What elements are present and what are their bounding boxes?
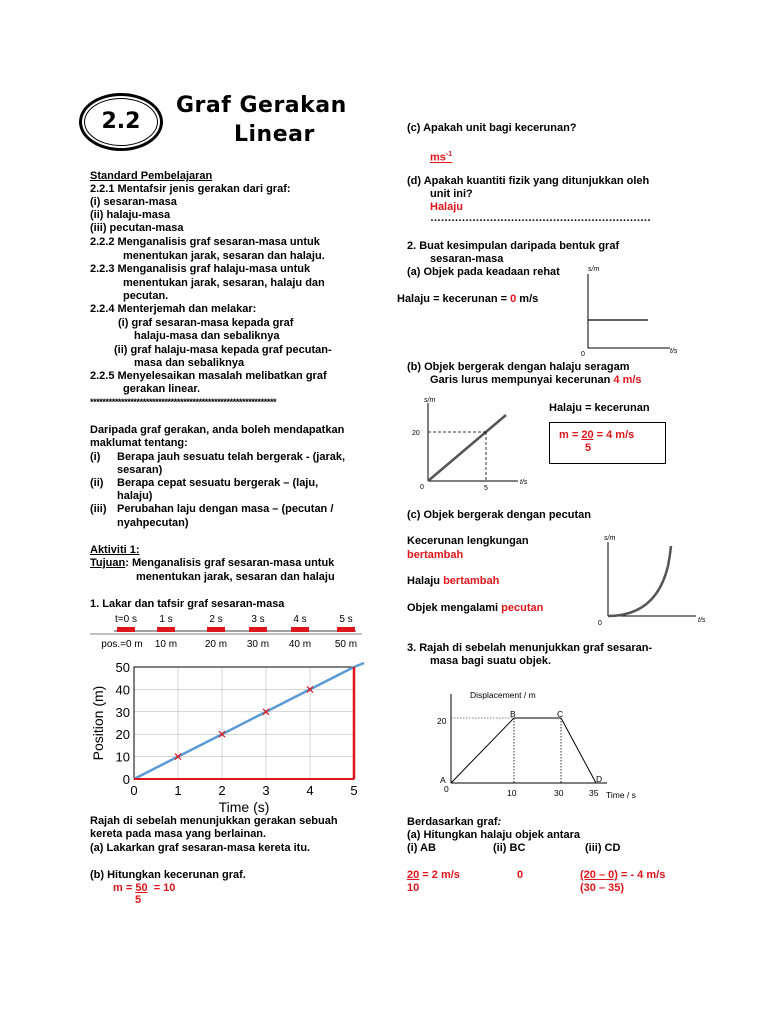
answer-ab-denominator: 10 — [407, 882, 420, 894]
standard-line: 2.2.1 Mentafsir jenis gerakan dari graf: — [90, 183, 291, 195]
train-time-label: 2 s — [209, 614, 223, 625]
answer-2b: Garis lurus mempunyai kecerunan 4 m/s — [430, 374, 642, 386]
point-b: B — [510, 709, 516, 719]
activity-desc: Rajah di sebelah menunjukkan gerakan sebuah — [90, 815, 338, 827]
x-tick-label: 2 — [218, 783, 226, 798]
series-line — [134, 667, 354, 779]
activity-item-1: 1. Lakar dan tafsir graf sesaran-masa — [90, 598, 285, 610]
section-number: 2.2 — [101, 109, 141, 134]
answer-cd: (20 – 0) = - 4 m/s — [580, 869, 666, 881]
train-position-label: 10 m — [154, 639, 178, 650]
intro-item-text: halaju) — [117, 490, 153, 502]
question-b: (b) Hitungkan kecerunan graf. — [90, 869, 246, 881]
svg-text:t/s: t/s — [520, 479, 528, 486]
svg-text:0: 0 — [444, 784, 449, 794]
car-marker — [337, 627, 355, 632]
answer-cd-denominator: (30 – 35) — [580, 882, 625, 894]
answer-2c-line1-ans: bertambah — [407, 549, 464, 561]
svg-text:0: 0 — [420, 484, 424, 491]
intro-line: maklumat tentang: — [90, 437, 188, 449]
axis-x-label: t/s — [670, 348, 678, 355]
question-d-line2: unit ini? — [430, 188, 473, 200]
answer-2a: Halaju = kecerunan = 0 m/s — [397, 293, 539, 305]
page-title-line1: Graf Gerakan — [176, 93, 347, 118]
x-tick-label: 0 — [130, 783, 138, 798]
standard-line: 2.2.4 Menterjemah dan melakar: — [90, 303, 257, 315]
question-2-line2: sesaran-masa — [430, 253, 504, 265]
question-2: 2. Buat kesimpulan daripada bentuk graf — [407, 240, 620, 252]
standard-line: masa dan sebaliknya — [134, 357, 245, 369]
question-c: (c) Apakah unit bagi kecerunan? — [407, 122, 577, 134]
q3-ab-label: (i) AB — [407, 842, 436, 854]
answer-d: Halaju — [430, 201, 464, 213]
car-marker — [117, 627, 135, 632]
y-axis-label: Position (m) — [90, 685, 106, 761]
question-a: (a) Lakarkan graf sesaran-masa kereta itu. — [90, 842, 311, 854]
standard-line: menentukan jarak, sesaran, halaju dan — [123, 277, 325, 289]
standard-line: (i) graf sesaran-masa kepada graf — [118, 317, 294, 329]
x-tick-label: 5 — [350, 783, 358, 798]
standard-line: (ii) graf halaju-masa kepada graf pecutan- — [114, 344, 332, 356]
series-line-extension — [354, 663, 364, 667]
train-position-label: 20 m — [204, 639, 228, 650]
answer-c: $ms^{-1}$ — [430, 151, 453, 164]
based-on-graph: Berdasarkan graf: — [407, 816, 502, 828]
disp-xlabel: Time / s — [606, 790, 636, 800]
svg-text:10: 10 — [507, 788, 517, 798]
train-time-label: 4 s — [293, 614, 307, 625]
question-2a: (a) Objek pada keadaan rehat — [407, 266, 560, 278]
x-tick-label: 4 — [306, 783, 314, 798]
point-d: D — [596, 774, 603, 784]
car-marker — [249, 627, 267, 632]
q3-bc-label: (ii) BC — [493, 842, 526, 854]
box-formula: m = 20 = 4 m/s — [559, 429, 635, 441]
y-tick-label: 50 — [115, 660, 130, 675]
svg-text:0: 0 — [581, 351, 585, 358]
train-position-label: 30 m — [246, 639, 270, 650]
standard-line: menentukan jarak, sesaran dan halaju. — [123, 250, 325, 262]
intro-item-num: (i) — [90, 451, 101, 463]
car-marker — [157, 627, 175, 632]
svg-text:5: 5 — [484, 485, 488, 492]
intro-item-text: Perubahan laju dengan masa – (pecutan / — [117, 503, 334, 515]
standards-heading: Standard Pembelajaran — [90, 170, 213, 182]
train-time-label: 5 s — [339, 614, 353, 625]
halaju-kecerunan: Halaju = kecerunan — [549, 402, 650, 414]
question-2b: (b) Objek bergerak dengan halaju seragam — [407, 361, 630, 373]
intro-item-text: Berapa jauh sesuatu telah bergerak - (jarak, — [117, 451, 346, 463]
intro-item-text: nyahpecutan) — [117, 517, 189, 529]
y-tick-label: 20 — [115, 727, 130, 743]
train-position-label: 40 m — [288, 639, 312, 650]
svg-text:t/s: t/s — [698, 617, 706, 624]
intro-item-num: (iii) — [90, 503, 107, 515]
car-marker — [207, 627, 225, 632]
y-tick-label: 30 — [115, 704, 130, 720]
question-3: 3. Rajah di sebelah menunjukkan graf sesaran- — [407, 642, 653, 654]
y-tick-label: 0 — [122, 772, 130, 787]
intro-item-num: (ii) — [90, 477, 104, 489]
svg-text:s/m: s/m — [604, 535, 616, 542]
x-tick-label: 3 — [262, 783, 270, 798]
box-denominator: 5 — [585, 442, 592, 454]
svg-text:s/m: s/m — [424, 397, 436, 404]
activity-desc: kereta pada masa yang berlainan. — [90, 828, 267, 840]
standard-line: gerakan linear. — [123, 383, 201, 395]
train-position-label: pos.=0 m — [101, 639, 143, 650]
svg-text:0: 0 — [598, 620, 602, 627]
standard-line: halaju-masa dan sebaliknya — [134, 330, 280, 342]
standard-line: (ii) halaju-masa — [90, 209, 171, 221]
svg-text:35: 35 — [589, 788, 599, 798]
y-tick-label: 40 — [115, 682, 130, 698]
car-marker — [291, 627, 309, 632]
answer-dots: ……………………………………………………… — [430, 212, 651, 224]
point-c: C — [557, 709, 564, 719]
answer-2c-line2: Halaju bertambah — [407, 575, 500, 587]
train-time-label: t=0 s — [115, 614, 137, 625]
activity-aim: Tujuan: Menganalisis graf sesaran-masa untuk — [90, 557, 335, 569]
standard-line: (iii) pecutan-masa — [90, 222, 184, 234]
intro-line: Daripada graf gerakan, anda boleh mendapatkan — [90, 424, 345, 436]
answer-2c-line1: Kecerunan lengkungan — [407, 535, 529, 547]
question-3-line2: masa bagi suatu objek. — [430, 655, 552, 667]
point-a: A — [440, 775, 446, 785]
displacement-time-graph — [432, 686, 642, 804]
train-time-label: 3 s — [251, 614, 265, 625]
answer-ab: 20 = 2 m/s — [407, 869, 460, 881]
page-title-line2: Linear — [234, 122, 315, 147]
question-d: (d) Apakah kuantiti fizik yang ditunjukkan oleh — [407, 175, 650, 187]
answer-2c-line3: Objek mengalami pecutan — [407, 602, 544, 614]
answer-gradient-denominator: 5 — [135, 894, 142, 906]
svg-text:30: 30 — [554, 788, 564, 798]
graph-acceleration — [596, 532, 708, 628]
star-divider: ************************************************************ — [90, 397, 277, 407]
svg-text:20: 20 — [412, 430, 420, 437]
disp-ylabel: Displacement / m — [470, 690, 536, 700]
position-time-chart — [90, 657, 370, 815]
graph-rest — [578, 262, 682, 358]
question-3a: (a) Hitungkan halaju objek antara — [407, 829, 580, 841]
standard-line: pecutan. — [123, 290, 169, 302]
standard-line: 2.2.3 Menganalisis graf halaju-masa untuk — [90, 263, 311, 275]
standard-line: 2.2.5 Menyelesaikan masalah melibatkan graf — [90, 370, 327, 382]
y-tick-label: 10 — [115, 749, 130, 765]
car-position-strip — [90, 612, 362, 652]
answer-bc: 0 — [517, 869, 524, 881]
train-time-label: 1 s — [159, 614, 173, 625]
x-axis-label: Time (s) — [218, 799, 270, 815]
intro-item-text: sesaran) — [117, 464, 163, 476]
axis-y-label: s/m — [588, 266, 600, 273]
standard-line: (i) sesaran-masa — [90, 196, 177, 208]
intro-item-text: Berapa cepat sesuatu bergerak – (laju, — [117, 477, 319, 489]
question-2c: (c) Objek bergerak dengan pecutan — [407, 509, 591, 521]
activity-title: Aktiviti 1: — [90, 544, 140, 556]
q3-cd-label: (iii) CD — [585, 842, 621, 854]
x-tick-label: 1 — [174, 783, 182, 798]
answer-gradient: m = 50 = 10 — [113, 882, 176, 894]
activity-aim-line2: menentukan jarak, sesaran dan halaju — [136, 571, 335, 583]
svg-text:20: 20 — [437, 716, 447, 726]
standard-line: 2.2.2 Menganalisis graf sesaran-masa untuk — [90, 236, 320, 248]
train-position-label: 50 m — [334, 639, 358, 650]
graph-uniform-velocity — [408, 393, 538, 493]
